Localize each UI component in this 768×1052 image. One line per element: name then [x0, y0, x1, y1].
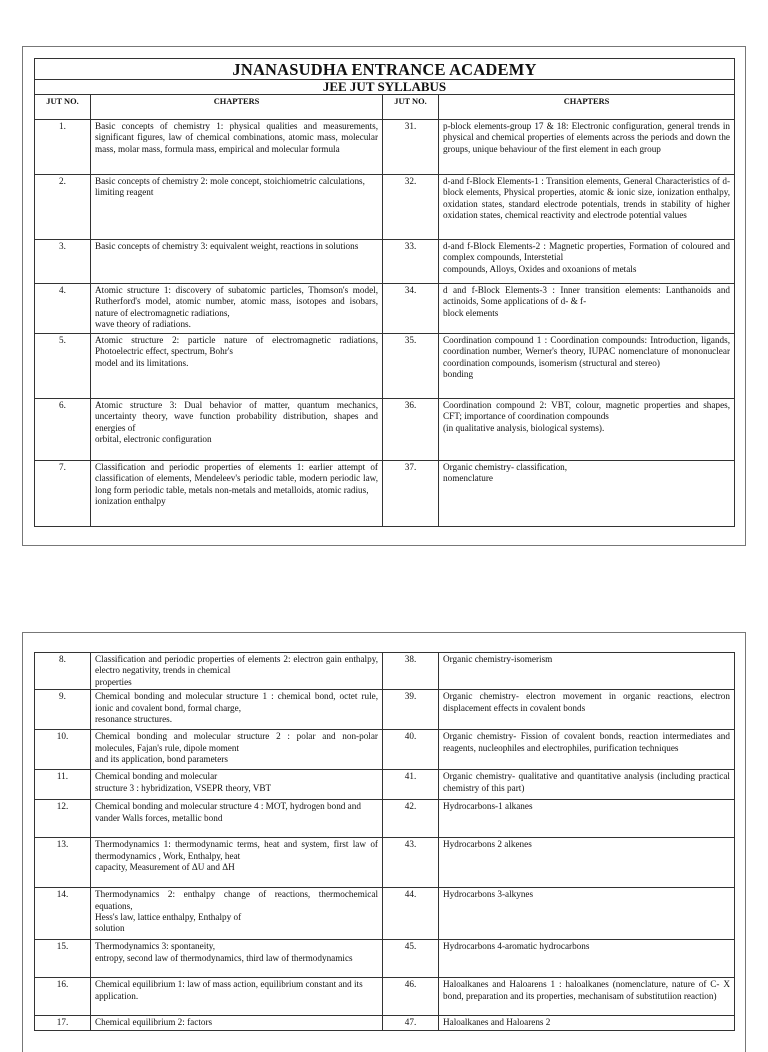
chapter-number: 44. — [383, 888, 439, 940]
chapter-description: p-block elements-group 17 & 18: Electronic configuration, general trends in physical and chemical properties of elements across the periods and down the groups, unique behaviour of the first element in each group — [439, 120, 735, 175]
chapter-number: 45. — [383, 940, 439, 978]
chapter-number: 15. — [35, 940, 91, 978]
chapter-description: Organic chemistry- classification, nomenclature — [439, 461, 735, 527]
syllabus-page-1 — [22, 46, 746, 546]
chapter-description: Thermodynamics 2: enthalpy change of reactions, thermochemical equations, Hess's law, lattice enthalpy, Enthalpy of solution — [91, 888, 383, 940]
chapter-number: 5. — [35, 334, 91, 399]
chapter-number: 34. — [383, 284, 439, 334]
chapter-description: Chemical bonding and molecular structure 2 : polar and non-polar molecules, Fajan's rule, dipole moment and its application, bond parameters — [91, 730, 383, 770]
chapter-description: Hydrocarbons 3-alkynes — [439, 888, 735, 940]
table-row — [35, 240, 735, 284]
chapter-description: d-and f-Block Elements-2 : Magnetic properties, Formation of coloured and complex compounds, Interstetial compounds, Alloys, Oxides and oxoanions of metals — [439, 240, 735, 284]
chapter-description: Atomic structure 3: Dual behavior of matter, quantum mechanics, uncertainty theory, wave function probability distribution, shapes and energies of orbital, electronic configuration — [91, 399, 383, 461]
chapter-description: Basic concepts of chemistry 1: physical qualities and measurements, significant figures, law of chemical combinations, atomic mass, molecular mass, molar mass, formula mass, empirical and molecular formula — [91, 120, 383, 175]
chapter-number: 3. — [35, 240, 91, 284]
syllabus-table-2 — [34, 652, 735, 1031]
chapter-description: d-and f-Block Elements-1 : Transition elements, General Characteristics of d- block elements, Physical properties, atomic & ionic size, ionization enthalpy, oxidation states, standard electrode potentials, trends in stability of higher oxidation states, chemical reactivity and electrode potential values — [439, 175, 735, 240]
syllabus-page-2 — [22, 632, 746, 1052]
chapter-number: 31. — [383, 120, 439, 175]
table-row — [35, 838, 735, 888]
chapter-number: 11. — [35, 770, 91, 800]
chapter-description: Haloalkanes and Haloarens 1 : haloalkanes (nomenclature, nature of C- X bond, preparation and its properties, mechanisam of substitutiion reaction) — [439, 978, 735, 1016]
chapter-description: Hydrocarbons-1 alkanes — [439, 800, 735, 838]
syllabus-title: JEE JUT SYLLABUS — [35, 80, 735, 95]
chapter-description: Chemical equilibrium 1: law of mass action, equilibrium constant and its application. — [91, 978, 383, 1016]
col-header-chapters: CHAPTERS — [91, 95, 383, 120]
chapter-description: Organic chemistry- Fission of covalent bonds, reaction intermediates and reagents, nucleophiles and electrophiles, purification techniques — [439, 730, 735, 770]
chapter-number: 47. — [383, 1016, 439, 1030]
table-row — [35, 175, 735, 240]
table-row — [35, 978, 735, 1016]
chapter-number: 1. — [35, 120, 91, 175]
chapter-description: Classification and periodic properties of elements 2: electron gain enthalpy, electro negativity, trends in chemical properties — [91, 653, 383, 690]
academy-title: JNANASUDHA ENTRANCE ACADEMY — [35, 59, 735, 80]
chapter-number: 32. — [383, 175, 439, 240]
chapter-number: 16. — [35, 978, 91, 1016]
table-row — [35, 1016, 735, 1030]
table-row — [35, 690, 735, 730]
chapter-number: 38. — [383, 653, 439, 690]
chapter-description: Chemical bonding and molecular structure 3 : hybridization, VSEPR theory, VBT — [91, 770, 383, 800]
chapter-description: Haloalkanes and Haloarens 2 — [439, 1016, 735, 1030]
chapter-number: 46. — [383, 978, 439, 1016]
col-header-jut-no: JUT NO. — [383, 95, 439, 120]
chapter-number: 39. — [383, 690, 439, 730]
chapter-number: 10. — [35, 730, 91, 770]
chapter-number: 6. — [35, 399, 91, 461]
chapter-description: Chemical bonding and molecular structure 4 : MOT, hydrogen bond and vander Walls forces, metallic bond — [91, 800, 383, 838]
table-row — [35, 399, 735, 461]
chapter-number: 7. — [35, 461, 91, 527]
col-header-chapters: CHAPTERS — [439, 95, 735, 120]
chapter-description: Coordination compound 1 : Coordination compounds: Introduction, ligands, coordination number, Werner's theory, IUPAC nomenclature of mononuclear coordination compounds, isomerism (structural and stereo) bonding — [439, 334, 735, 399]
chapter-number: 37. — [383, 461, 439, 527]
chapter-number: 4. — [35, 284, 91, 334]
chapter-description: Organic chemistry-isomerism — [439, 653, 735, 690]
table-row — [35, 334, 735, 399]
table-row — [35, 653, 735, 690]
chapter-description: Hydrocarbons 4-aromatic hydrocarbons — [439, 940, 735, 978]
chapter-description: Thermodynamics 3: spontaneity, entropy, second law of thermodynamics, third law of thermodynamics — [91, 940, 383, 978]
table-row — [35, 730, 735, 770]
table-row — [35, 888, 735, 940]
chapter-description: Chemical equilibrium 2: factors — [91, 1016, 383, 1030]
chapter-description: Atomic structure 1: discovery of subatomic particles, Thomson's model, Rutherford's model, atomic number, atomic mass, isotopes and isobars, nature of electromagnetic radiations, wave theory of radiations. — [91, 284, 383, 334]
chapter-description: Organic chemistry- electron movement in organic reactions, electron displacement effects in covalent bonds — [439, 690, 735, 730]
table-row — [35, 120, 735, 175]
chapter-description: d and f-Block Elements-3 : Inner transition elements: Lanthanoids and actinoids, Some applications of d- & f- block elements — [439, 284, 735, 334]
chapter-number: 12. — [35, 800, 91, 838]
chapter-description: Organic chemistry- qualitative and quantitative analysis (including practical chemistry of this part) — [439, 770, 735, 800]
chapter-number: 41. — [383, 770, 439, 800]
chapter-number: 2. — [35, 175, 91, 240]
chapter-number: 13. — [35, 838, 91, 888]
table-row — [35, 461, 735, 527]
chapter-description: Classification and periodic properties of elements 1: earlier attempt of classification of elements, Mendeleev's periodic table, modern periodic law, long form periodic table, metals non-metals and metalloids, atomic radius, ionization enthalpy — [91, 461, 383, 527]
chapter-number: 17. — [35, 1016, 91, 1030]
chapter-description: Chemical bonding and molecular structure 1 : chemical bond, octet rule, ionic and covalent bond, formal charge, resonance structures. — [91, 690, 383, 730]
chapter-description: Atomic structure 2: particle nature of electromagnetic radiations, Photoelectric effect, spectrum, Bohr's model and its limitations. — [91, 334, 383, 399]
chapter-description: Hydrocarbons 2 alkenes — [439, 838, 735, 888]
chapter-number: 36. — [383, 399, 439, 461]
chapter-description: Basic concepts of chemistry 3: equivalent weight, reactions in solutions — [91, 240, 383, 284]
chapter-number: 8. — [35, 653, 91, 690]
chapter-description: Thermodynamics 1: thermodynamic terms, heat and system, first law of thermodynamics , Work, Enthalpy, heat capacity, Measurement of ΔU and ΔH — [91, 838, 383, 888]
table-row — [35, 284, 735, 334]
chapter-description: Basic concepts of chemistry 2: mole concept, stoichiometric calculations, limiting reagent — [91, 175, 383, 240]
chapter-number: 40. — [383, 730, 439, 770]
table-row — [35, 800, 735, 838]
chapter-number: 35. — [383, 334, 439, 399]
chapter-number: 33. — [383, 240, 439, 284]
table-row — [35, 770, 735, 800]
chapter-number: 9. — [35, 690, 91, 730]
col-header-jut-no: JUT NO. — [35, 95, 91, 120]
chapter-number: 14. — [35, 888, 91, 940]
table-row — [35, 940, 735, 978]
chapter-number: 43. — [383, 838, 439, 888]
chapter-number: 42. — [383, 800, 439, 838]
syllabus-table-1 — [34, 58, 735, 527]
chapter-description: Coordination compound 2: VBT, colour, magnetic properties and shapes, CFT; importance of coordination compounds (in qualitative analysis, biological systems). — [439, 399, 735, 461]
